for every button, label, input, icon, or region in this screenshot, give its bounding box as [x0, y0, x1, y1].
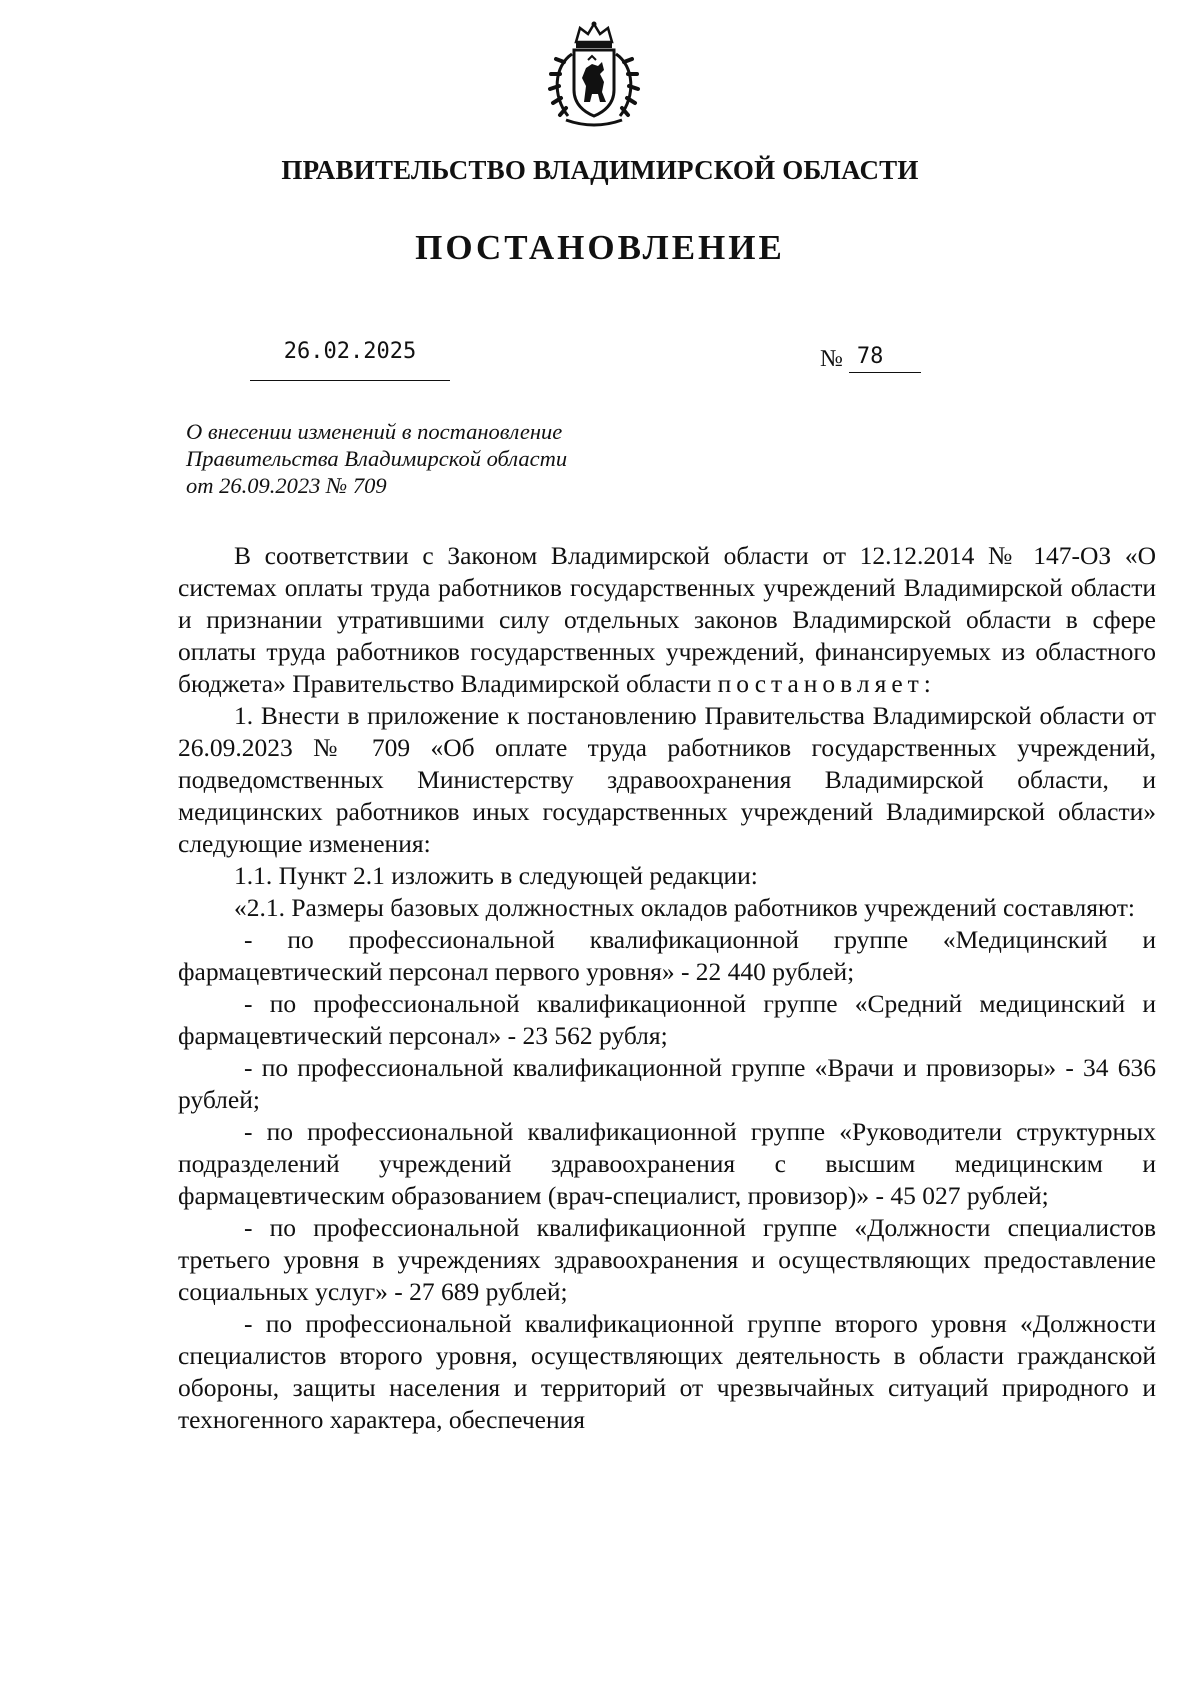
paragraph-1-1: 1.1. Пункт 2.1 изложить в следующей редакции: — [234, 861, 758, 890]
salary-item: - по профессиональной квалификационной группе «Руководители структурных подразделений учреждений здравоохранения с высшим медицинским и фармацевтическим образованием (врач-специалист, провизор)» - 45 027 рублей; — [178, 1117, 1156, 1210]
subject-line: Правительства Владимирской области — [186, 446, 568, 471]
document-type-title: ПОСТАНОВЛЕНИЕ — [415, 228, 785, 267]
document-number: 78 — [849, 342, 921, 373]
salary-item: - по профессиональной квалификационной группе «Медицинский и фармацевтический персонал первого уровня» - 22 440 рублей; — [178, 925, 1156, 986]
intro-text: В соответствии с Законом Владимирской области от 12.12.2014 № 147-ОЗ «О системах оплаты труда работников государственных учреждений Владимирской области и признании утратившими силу отдельных законов Владимирской области в сфере оплаты труда работников государственных учреждений, финансируемых из областного бюджета» Правительство Владимирской области — [178, 541, 1156, 698]
paragraph-2-1: «2.1. Размеры базовых должностных окладов работников учреждений составляют: — [234, 893, 1135, 922]
decree-word: постановляет: — [717, 669, 936, 698]
salary-item: - по профессиональной квалификационной группе второго уровня «Должности специалистов второго уровня, осуществляющих деятельность в области гражданской обороны, защиты населения и территорий от чрезвычайных ситуаций природного и техногенного характера, обеспечения — [178, 1309, 1156, 1434]
coat-of-arms-emblem — [542, 20, 646, 128]
government-title: ПРАВИТЕЛЬСТВО ВЛАДИМИРСКОЙ ОБЛАСТИ — [281, 155, 919, 185]
document-subject — [186, 418, 626, 499]
salary-item: - по профессиональной квалификационной группе «Должности специалистов третьего уровня в учреждениях здравоохранения и осуществляющих предоставление социальных услуг» - 27 689 рублей; — [178, 1213, 1156, 1306]
subject-line: от 26.09.2023 № 709 — [186, 473, 387, 498]
salary-item: - по профессиональной квалификационной группе «Средний медицинский и фармацевтический персонал» - 23 562 рубля; — [178, 989, 1156, 1050]
intro-paragraph — [178, 540, 1156, 700]
number-sign: № — [820, 346, 843, 372]
document-date: 26.02.2025 — [283, 339, 417, 364]
document-date-field — [250, 338, 450, 381]
subject-line: О внесении изменений в постановление — [186, 419, 563, 444]
document-number-field — [820, 342, 921, 382]
document-body — [178, 540, 1156, 1436]
paragraph-1: 1. Внести в приложение к постановлению Правительства Владимирской области от 26.09.2023 № 709 «Об оплате труда работников государственных учреждений, подведомственных Министерству здравоохранения Владимирской области, и медицинских работников иных государственных учреждений Владимирской области» следующие изменения: — [178, 701, 1156, 858]
salary-item: - по профессиональной квалификационной группе «Врачи и провизоры» - 34 636 рублей; — [178, 1053, 1156, 1114]
